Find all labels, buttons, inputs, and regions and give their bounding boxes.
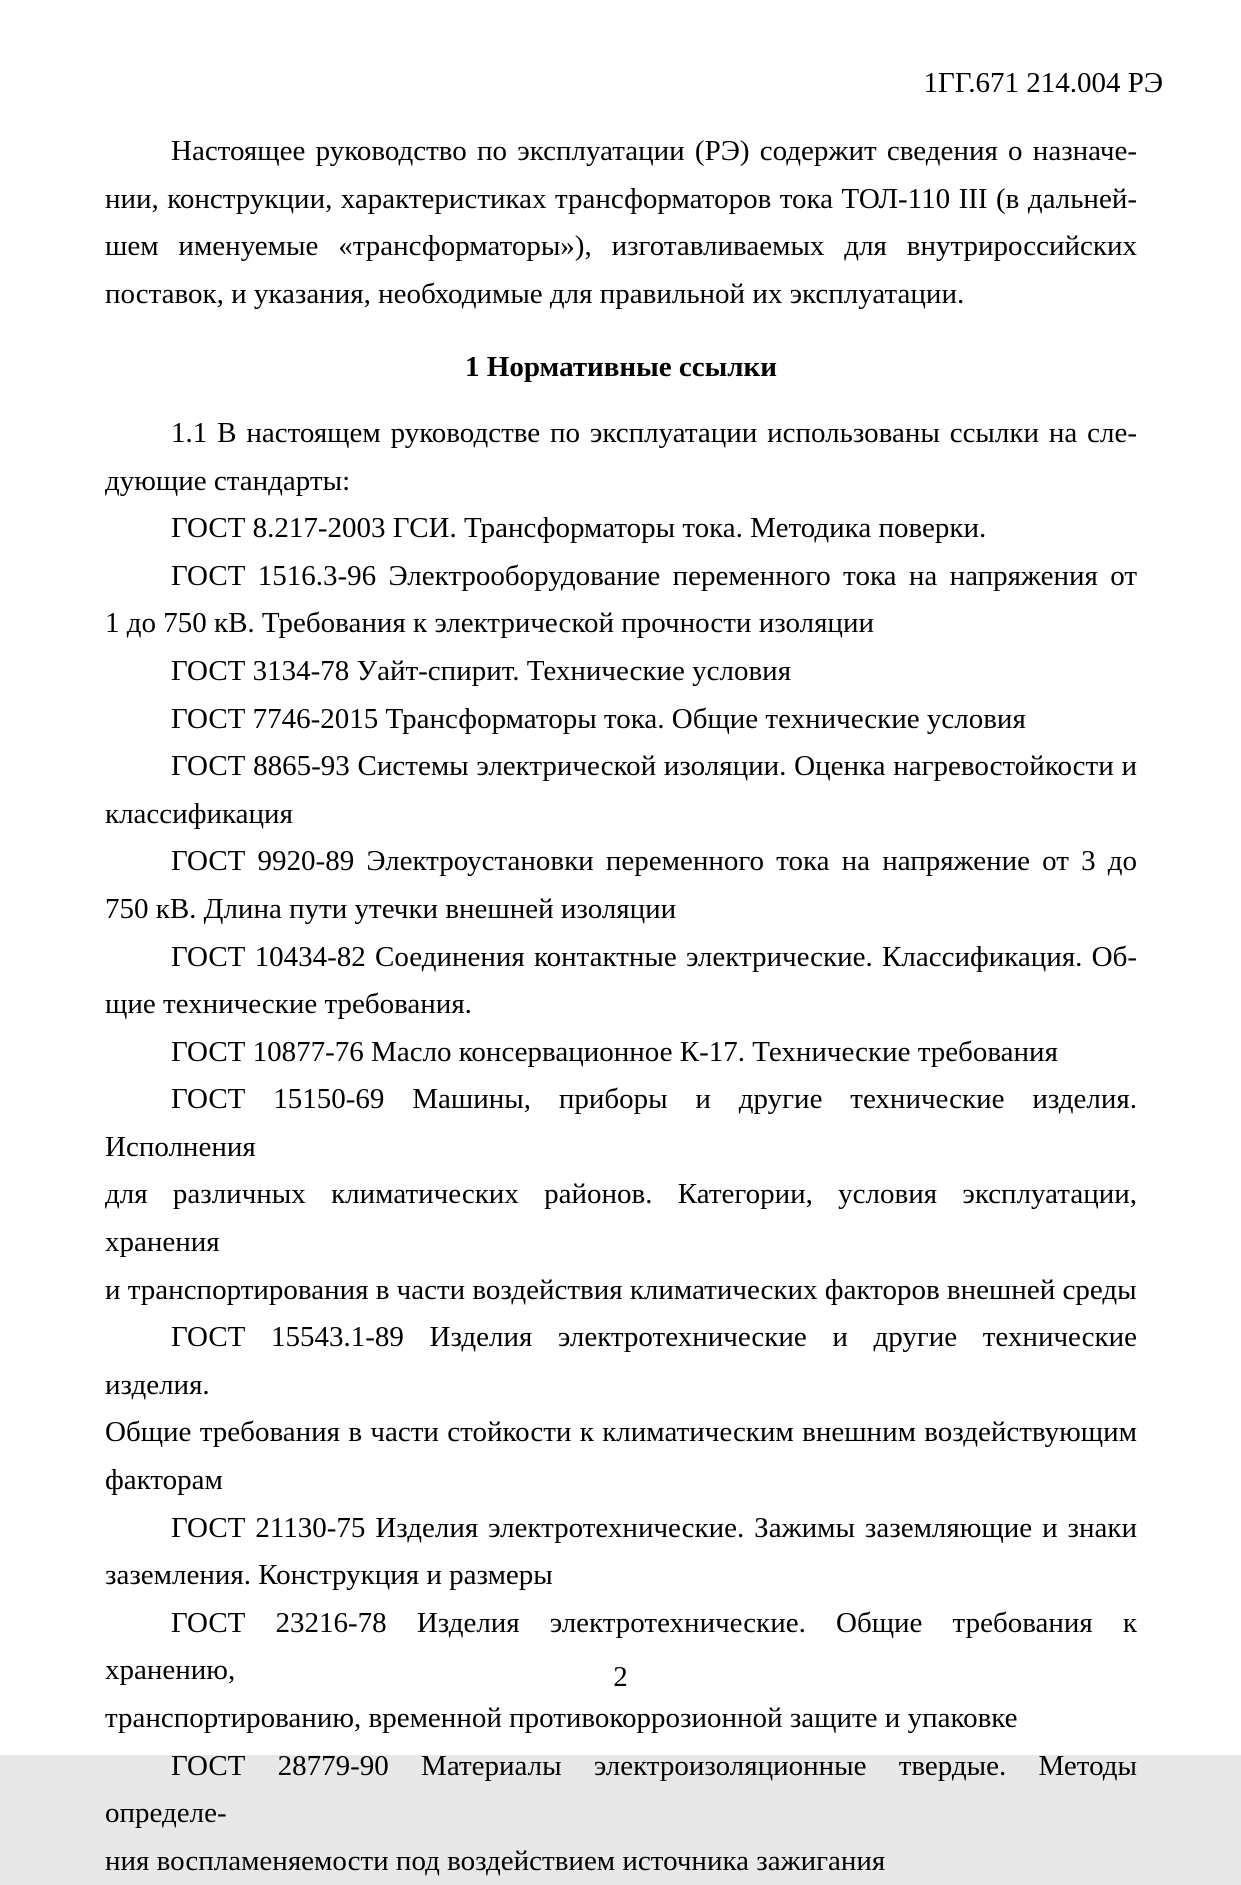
standard-line: классификация (105, 797, 293, 830)
intro-line: Настоящее руководство по эксплуатации (РЭ) содержит сведения о назначе- (171, 135, 1137, 167)
standard-line: ГОСТ 15543.1-89 Изделия электротехнические и другие технические изделия. (105, 1321, 1137, 1401)
standard-line: и транспортирования в части воздействия климатических факторов внешней среды (105, 1273, 1137, 1306)
standard-line: 750 кВ. Длина пути утечки внешней изоляции (105, 892, 677, 925)
standard-line: транспортированию, временной противокоррозионной защите и упаковке (105, 1702, 1018, 1734)
clause-line: дующие стандарты: (105, 464, 351, 497)
standard-line: Общие требования в части стойкости к климатическим внешним воздействующим (105, 1416, 1137, 1449)
standard-line: ГОСТ 7746-2015 Трансформаторы тока. Общие технические условия (171, 702, 1026, 735)
document-code: 1ГГ.671 214.004 РЭ (923, 67, 1163, 99)
standard-line: ГОСТ 10434-82 Соединения контактные электрические. Классификация. Об- (171, 940, 1137, 973)
intro-line: поставок, и указания, необходимые для правильной их эксплуатации. (105, 277, 965, 310)
page-number: 2 (613, 1661, 628, 1693)
standard-line: ГОСТ 28779-90 Материалы электроизоляционные твердые. Методы определе- (105, 1749, 1137, 1830)
standard-line: заземления. Конструкция и размеры (105, 1559, 553, 1592)
standard-line: щие технические требования. (105, 988, 472, 1021)
standard-line: ГОСТ 15150-69 Машины, приборы и другие технические изделия. Исполнения (105, 1083, 1137, 1163)
section-heading: 1 Нормативные ссылки (465, 351, 777, 384)
document-body (105, 128, 1137, 1885)
clause-line: 1.1 В настоящем руководстве по эксплуатации использованы ссылки на сле- (171, 416, 1137, 449)
standard-line: 1 до 750 кВ. Требования к электрической прочности изоляции (105, 607, 874, 640)
standard-line: для различных климатических районов. Категории, условия эксплуатации, хранения (105, 1178, 1137, 1259)
standard-line: ГОСТ 23216-78 Изделия электротехнические. Общие требования к хранению, (105, 1606, 1137, 1687)
standard-line: ГОСТ 8865-93 Системы электрической изоляции. Оценка нагревостойкости и (171, 750, 1137, 783)
standard-line: ГОСТ 9920-89 Электроустановки переменного тока на напряжение от 3 до (171, 845, 1137, 878)
intro-line: нии, конструкции, характеристиках трансформаторов тока ТОЛ-110 III (в дальней- (105, 182, 1137, 215)
standard-line: ГОСТ 10877-76 Масло консервационное К-17. Технические требования (171, 1035, 1058, 1068)
standard-line: ния воспламеняемости под воздействием источника зажигания (105, 1844, 886, 1877)
standard-line: ГОСТ 1516.3-96 Электрооборудование переменного тока на напряжения от (171, 559, 1137, 592)
standard-line: ГОСТ 8.217-2003 ГСИ. Трансформаторы тока. Методика поверки. (171, 512, 987, 545)
standard-line: ГОСТ 3134-78 Уайт-спирит. Технические условия (171, 654, 792, 687)
standard-line: ГОСТ 21130-75 Изделия электротехнические. Зажимы заземляющие и знаки (171, 1511, 1137, 1544)
intro-line: шем именуемые «трансформаторы»), изготавливаемых для внутрироссийских (105, 230, 1137, 263)
standard-line: факторам (105, 1464, 223, 1497)
